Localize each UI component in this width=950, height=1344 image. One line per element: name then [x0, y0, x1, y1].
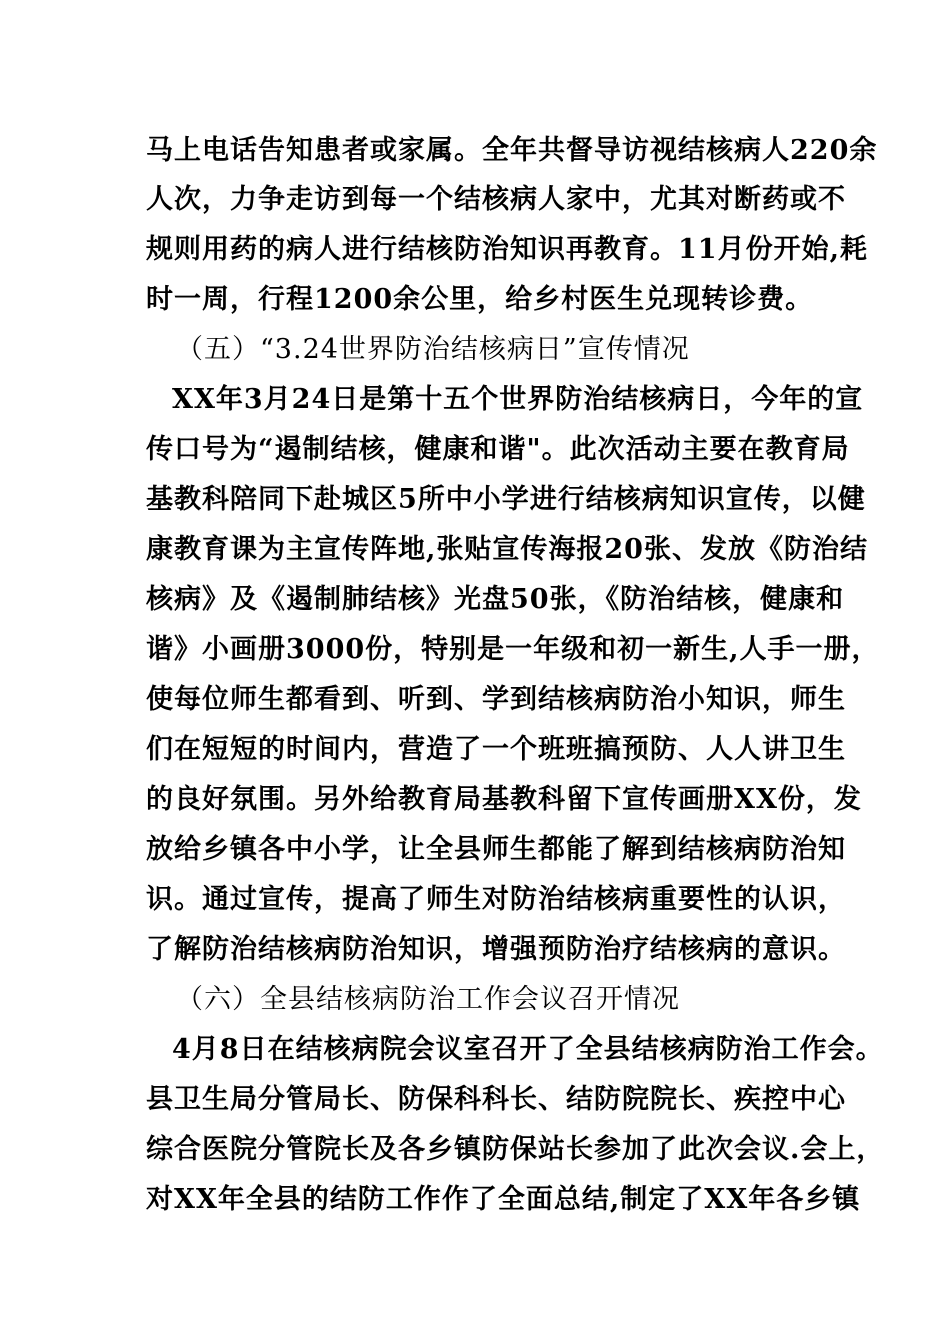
paragraph-line: 康教育课为主宣传阵地,张贴宣传海报20张、发放《防治结 [146, 534, 868, 565]
paragraph-line: 对XX年全县的结防工作作了全面总结,制定了XX年各乡镇 [146, 1184, 861, 1215]
paragraph-line: 时一周，行程1200余公里，给乡村医生兑现转诊费。 [146, 284, 814, 315]
paragraph-line: 综合医院分管院长及各乡镇防保站长参加了此次会议.会上， [146, 1134, 885, 1165]
paragraph-line: 4月8日在结核病院会议室召开了全县结核病防治工作会。 [172, 1034, 884, 1065]
paragraph-line: 马上电话告知患者或家属。全年共督导访视结核病人220余 [146, 135, 878, 166]
paragraph-line: 规则用药的病人进行结核防治知识再教育。11月份开始,耗 [146, 234, 868, 265]
paragraph-line: 使每位师生都看到、听到、学到结核病防治小知识，师生 [146, 684, 846, 715]
paragraph-line: 谐》小画册3000份，特别是一年级和初一新生,人手一册， [146, 634, 880, 665]
section-heading-6: （六）全县结核病防治工作会议召开情况 [176, 984, 680, 1015]
paragraph-line: 人次，力争走访到每一个结核病人家中，尤其对断药或不 [146, 184, 846, 215]
section-heading-5: （五）“3.24世界防治结核病日”宣传情况 [176, 334, 690, 365]
paragraph-line: 县卫生局分管局长、防保科科长、结防院院长、疾控中心 [146, 1084, 846, 1115]
paragraph-line: 基教科陪同下赴城区5所中小学进行结核病知识宣传，以健 [146, 484, 866, 515]
paragraph-line: 识。通过宣传，提高了师生对防治结核病重要性的认识， [146, 884, 846, 915]
paragraph-line: XX年3月24日是第十五个世界防治结核病日，今年的宣 [172, 384, 864, 415]
paragraph-line: 的良好氛围。另外给教育局基教科留下宣传画册XX份，发 [146, 784, 862, 815]
paragraph-line: 们在短短的时间内，营造了一个班班搞预防、人人讲卫生 [146, 734, 846, 765]
paragraph-line: 传口号为“遏制结核，健康和谐"。此次活动主要在教育局 [146, 434, 850, 465]
paragraph-line: 核病》及《遏制肺结核》光盘50张，《防治结核，健康和 [146, 584, 845, 615]
paragraph-line: 放给乡镇各中小学，让全县师生都能了解到结核病防治知 [146, 834, 846, 865]
paragraph-line: 了解防治结核病防治知识，增强预防治疗结核病的意识。 [146, 934, 846, 965]
